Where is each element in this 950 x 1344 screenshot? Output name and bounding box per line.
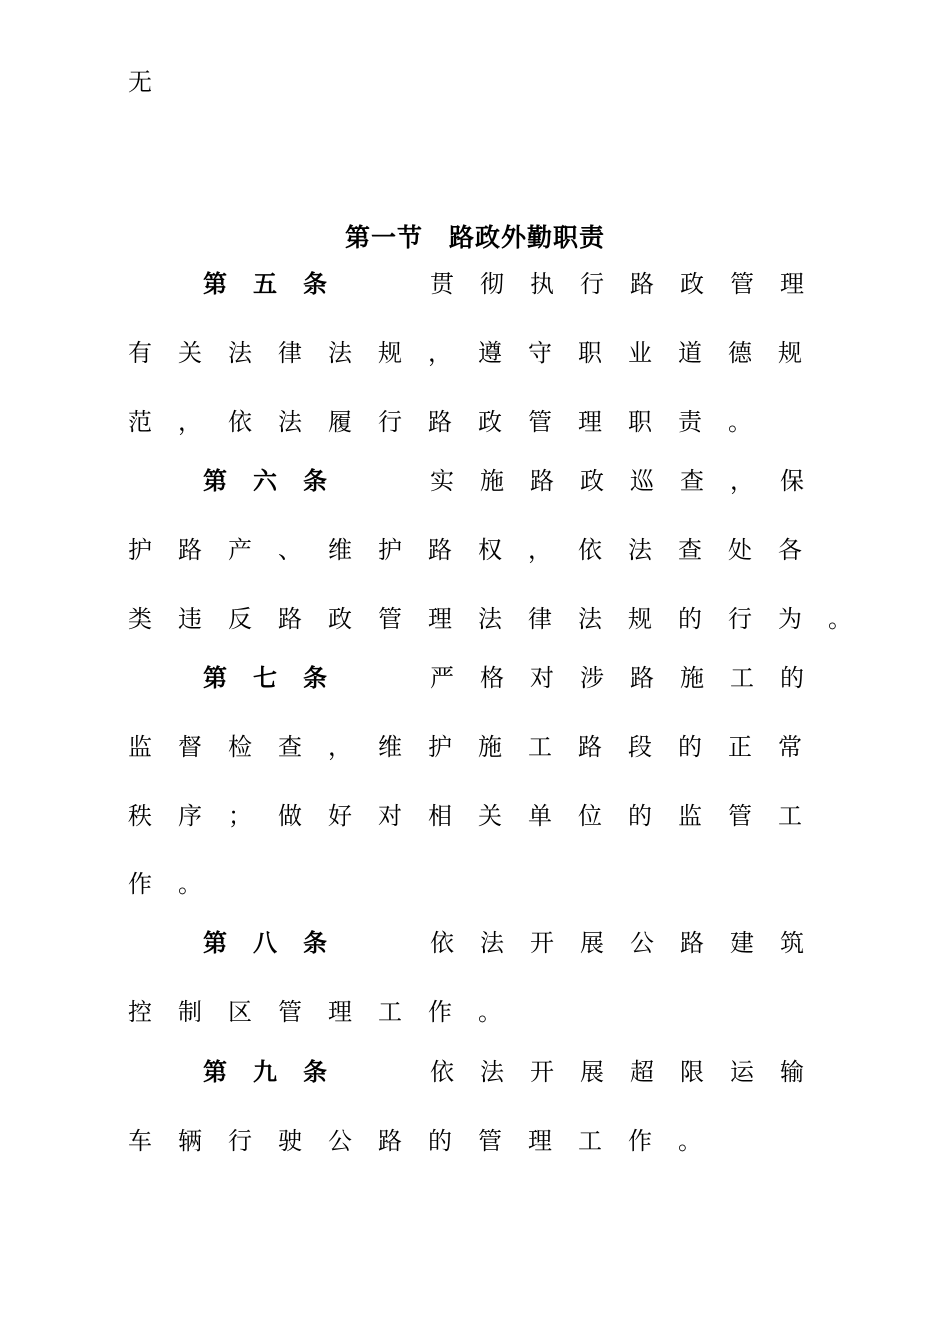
article-heading: 第七条 bbox=[203, 664, 353, 692]
article-line: 监督检查，维护施工路段的正常 bbox=[128, 733, 828, 761]
article-heading: 第九条 bbox=[203, 1058, 353, 1086]
article-line: 类违反路政管理法律法规的行为。 bbox=[128, 605, 878, 633]
article-line: 护路产、维护路权，依法查处各 bbox=[128, 536, 828, 564]
article-first-line: 实施路政巡查，保 bbox=[430, 467, 830, 495]
article-heading: 第六条 bbox=[203, 467, 353, 495]
article-first-line: 贯彻执行路政管理 bbox=[430, 270, 830, 298]
article-first-line: 严格对涉路施工的 bbox=[430, 664, 830, 692]
article-first-line: 依法开展公路建筑 bbox=[430, 929, 830, 957]
article-line: 作。 bbox=[128, 870, 228, 898]
article-heading: 第五条 bbox=[203, 270, 353, 298]
section-title: 第一节 路政外勤职责 bbox=[344, 223, 605, 252]
article-line: 车辆行驶公路的管理工作。 bbox=[128, 1127, 728, 1155]
top-note: 无 bbox=[128, 68, 152, 96]
article-heading: 第八条 bbox=[203, 929, 353, 957]
article-line: 秩序；做好对相关单位的监管工 bbox=[128, 802, 828, 830]
article-first-line: 依法开展超限运输 bbox=[430, 1058, 830, 1086]
article-line: 控制区管理工作。 bbox=[128, 998, 528, 1026]
article-line: 有关法律法规，遵守职业道德规 bbox=[128, 339, 828, 367]
article-line: 范，依法履行路政管理职责。 bbox=[128, 408, 778, 436]
